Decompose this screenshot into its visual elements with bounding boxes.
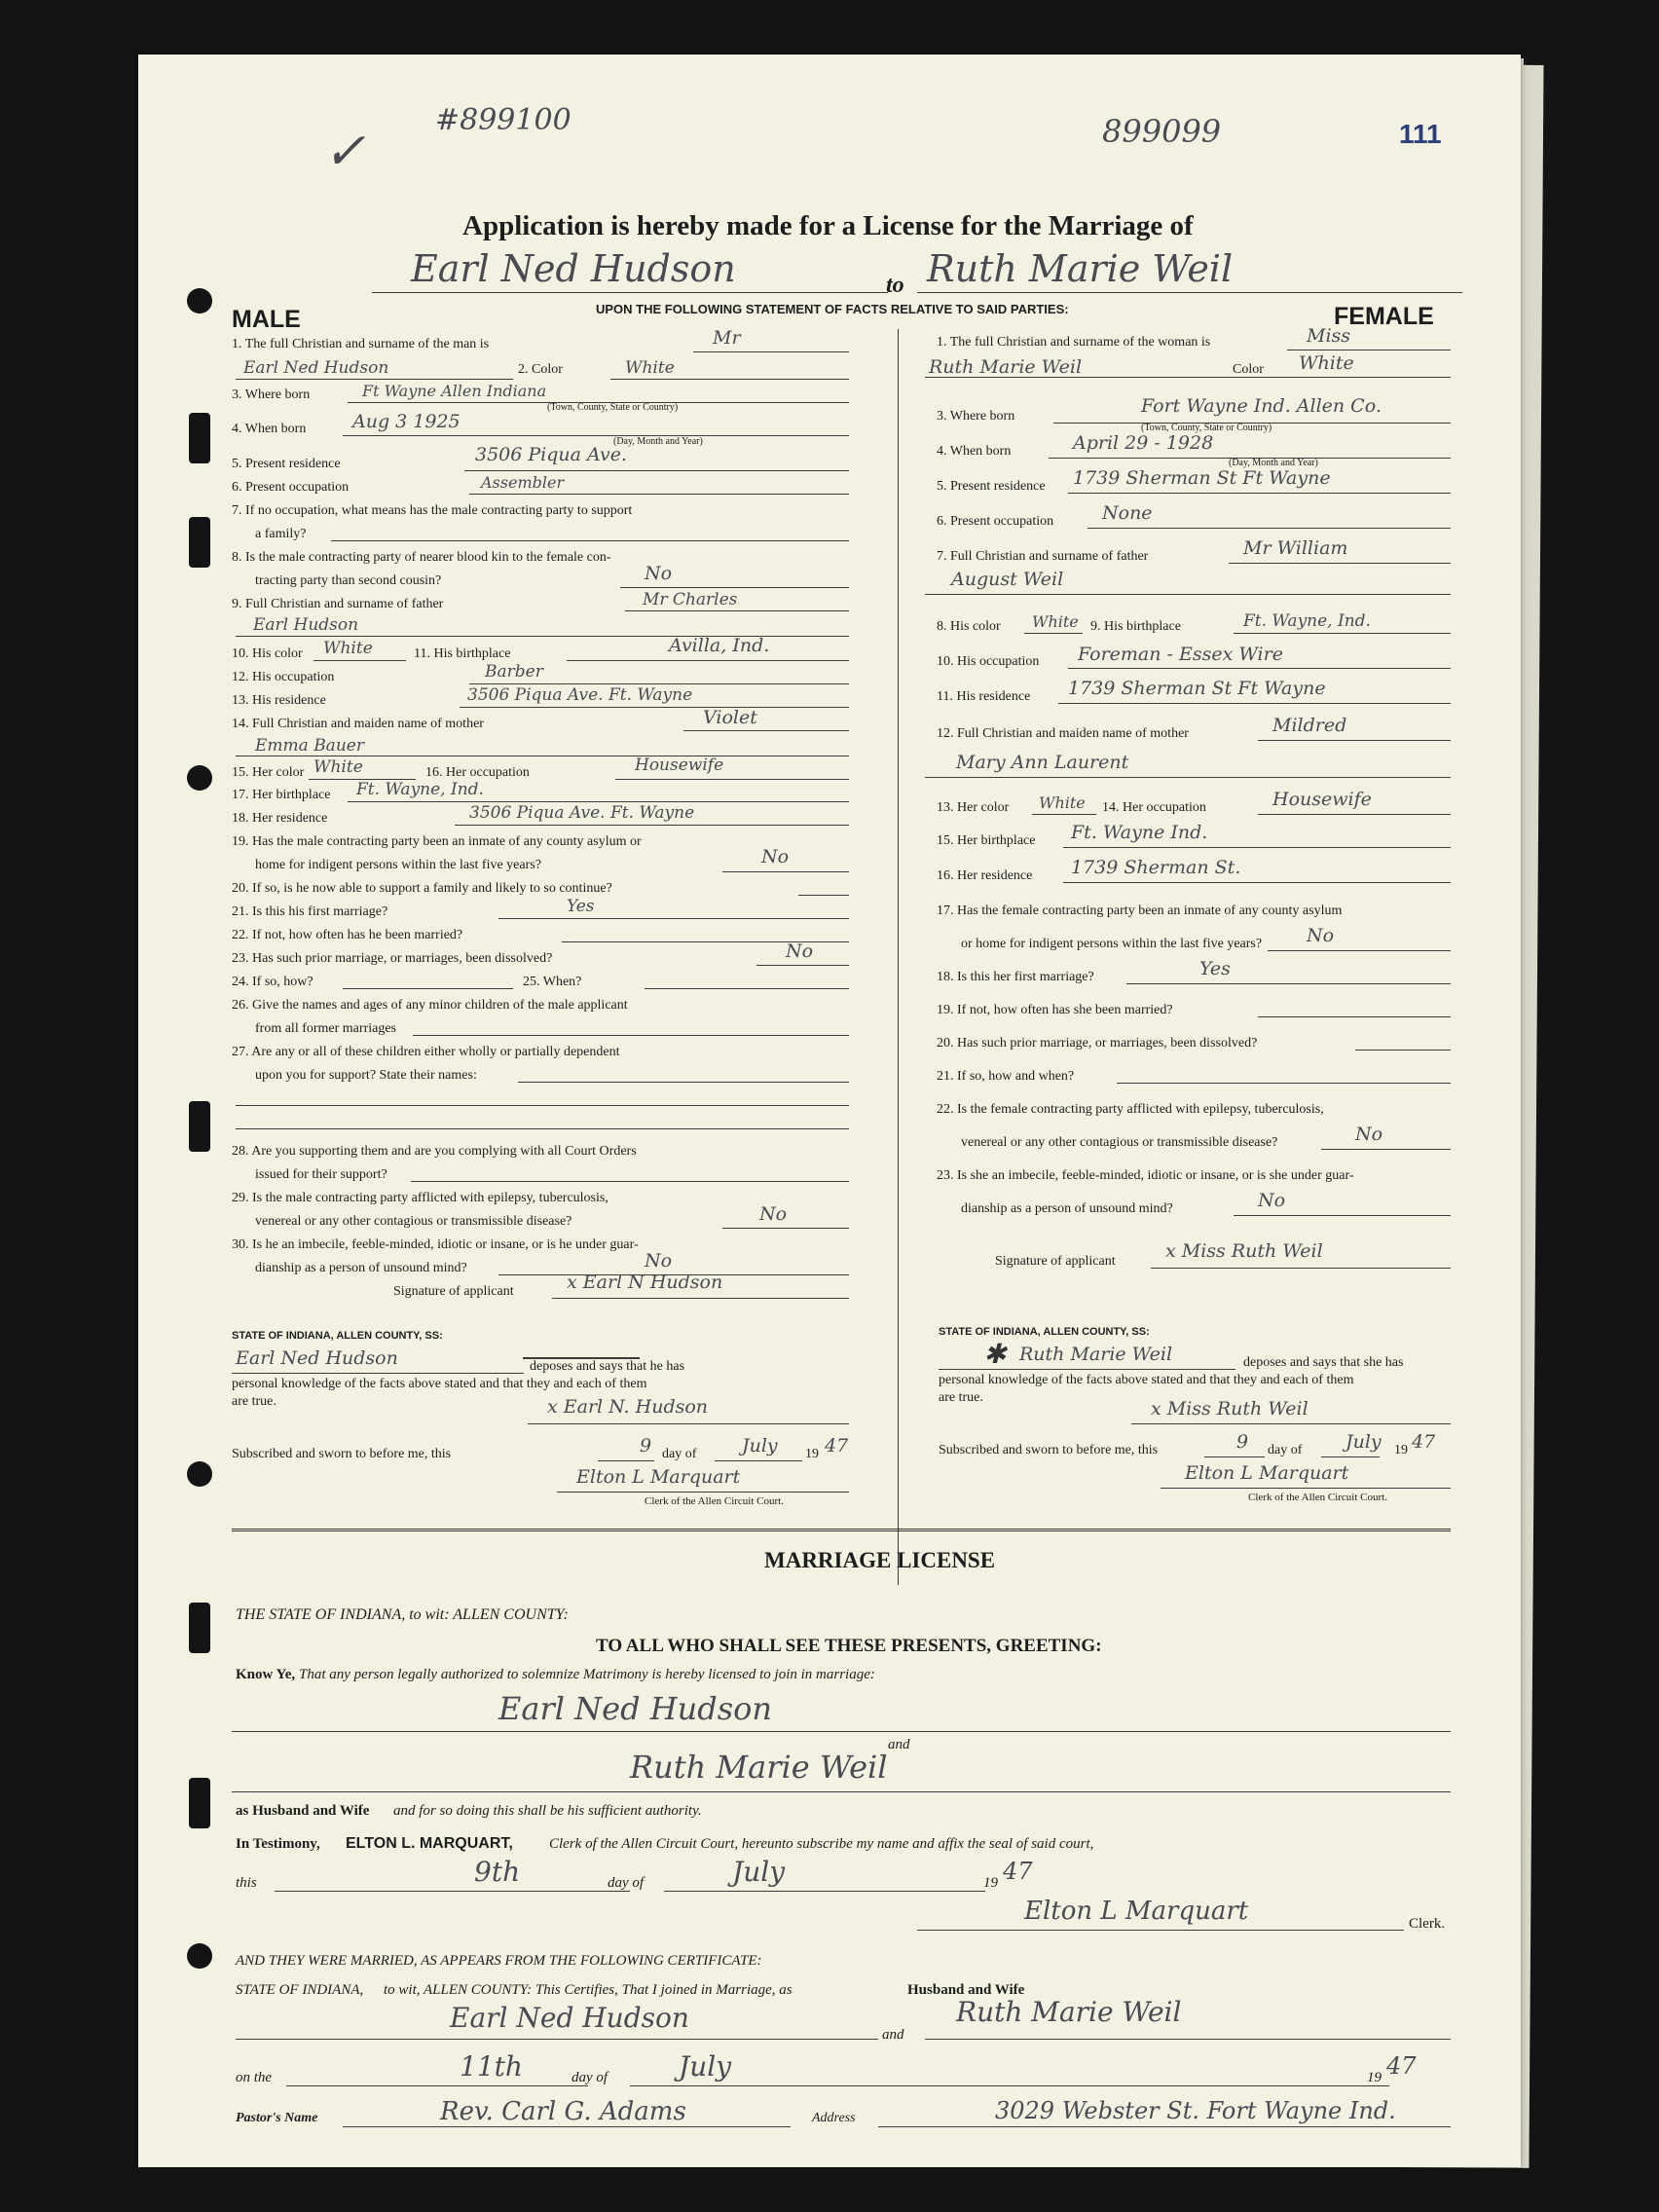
female-signature-label: Signature of applicant: [995, 1254, 1116, 1269]
record-number-right: 899099: [1102, 113, 1222, 150]
male-affidavit-text3: are true.: [232, 1394, 276, 1409]
male-q5: 5. Present residence: [232, 457, 341, 471]
bride-name-heading: Ruth Marie Weil: [927, 247, 1234, 290]
to-label: to: [886, 273, 904, 298]
male-q29: 29. Is the male contracting party afflicted with epilepsy, tuberculosis,: [232, 1191, 608, 1205]
male-a29: No: [759, 1203, 788, 1225]
male-clerk-signature: Elton L Marquart: [576, 1466, 741, 1488]
female-q12: 12. Full Christian and maiden name of mother: [937, 726, 1189, 741]
female-clerk-signature: Elton L Marquart: [1185, 1462, 1349, 1484]
male-q11: 11. His birthplace: [414, 646, 511, 661]
binder-hole: [187, 1943, 212, 1969]
binder-slot: [189, 1778, 210, 1828]
female-a23: No: [1258, 1190, 1286, 1211]
female-affidavit-signature: x Miss Ruth Weil: [1151, 1398, 1309, 1419]
male-q8: 8. Is the male contracting party of nearer blood kin to the female con-: [232, 550, 611, 565]
male-q30: 30. Is he an imbecile, feeble-minded, idiotic or insane, or is he under guar-: [232, 1237, 639, 1252]
male-a9-given: Mr Charles: [643, 590, 738, 609]
certificate-pastor-label: Pastor's Name: [236, 2111, 318, 2125]
checkmark: ✓: [323, 123, 366, 181]
male-q9: 9. Full Christian and surname of father: [232, 597, 444, 611]
female-a17: No: [1307, 925, 1335, 946]
female-q18: 18. Is this her first marriage?: [937, 970, 1094, 984]
female-q19: 19. If not, how often has she been married?: [937, 1003, 1173, 1017]
binder-slot: [189, 517, 210, 568]
female-a1-name: Ruth Marie Weil: [929, 356, 1083, 378]
male-q29-cont: venereal or any other contagious or transmissible disease?: [255, 1214, 572, 1229]
male-heading: MALE: [232, 306, 301, 333]
male-signature-label: Signature of applicant: [393, 1284, 514, 1299]
female-q14: 14. Her occupation: [1102, 800, 1206, 815]
male-a5: 3506 Piqua Ave.: [475, 444, 627, 465]
male-q16: 16. Her occupation: [425, 765, 530, 780]
female-a12-maiden: Mary Ann Laurent: [956, 752, 1129, 773]
female-a22: No: [1355, 1124, 1383, 1145]
male-a10: White: [323, 639, 373, 658]
female-affidavit-name: Ruth Marie Weil: [1019, 1344, 1173, 1365]
license-this: this: [236, 1875, 257, 1891]
male-a3: Ft Wayne Allen Indiana: [362, 382, 547, 400]
license-clerk-rest: Clerk of the Allen Circuit Court, hereunto subscribe my name and affix the seal of said court,: [549, 1836, 1094, 1852]
certificate-state: STATE OF INDIANA,: [236, 1982, 364, 1998]
male-q7-cont: a family?: [255, 527, 307, 541]
male-q24: 24. If so, how?: [232, 975, 313, 989]
license-day: 9th: [474, 1856, 521, 1888]
male-q26: 26. Give the names and ages of any minor children of the male applicant: [232, 998, 628, 1013]
female-q7: 7. Full Christian and surname of father: [937, 549, 1149, 564]
male-q22: 22. If not, how often has he been married?: [232, 928, 463, 942]
male-q12: 12. His occupation: [232, 670, 335, 684]
female-a8: White: [1032, 612, 1079, 631]
binder-hole: [187, 1461, 212, 1487]
female-q11: 11. His residence: [937, 689, 1031, 704]
male-a12: Barber: [485, 662, 543, 682]
certificate-groom: Earl Ned Hudson: [450, 2002, 689, 2034]
male-a16: Housewife: [635, 756, 724, 775]
female-a7-given: Mr William: [1243, 537, 1348, 559]
male-q18: 18. Her residence: [232, 811, 328, 826]
female-a9: Ft. Wayne, Ind.: [1243, 611, 1371, 631]
male-q28: 28. Are you supporting them and are you complying with all Court Orders: [232, 1144, 637, 1159]
female-a18: Yes: [1199, 958, 1231, 979]
license-clerk-signature: Elton L Marquart: [1024, 1897, 1249, 1926]
license-dayof: day of: [608, 1875, 645, 1891]
female-q1: 1. The full Christian and surname of the woman is: [937, 335, 1211, 350]
male-a17: Ft. Wayne, Ind.: [356, 780, 484, 799]
license-and: and: [888, 1737, 910, 1752]
male-q23: 23. Has such prior marriage, or marriages, been dissolved?: [232, 951, 553, 966]
male-sworn-month: July: [742, 1435, 778, 1456]
female-a15: Ft. Wayne Ind.: [1071, 822, 1208, 843]
male-affidavit-text1: deposes and says that he has: [530, 1359, 685, 1374]
female-q17-cont: or home for indigent persons within the last five years?: [961, 937, 1263, 951]
female-q13: 13. Her color: [937, 800, 1010, 815]
male-q6: 6. Present occupation: [232, 480, 350, 495]
male-a11: Avilla, Ind.: [669, 635, 770, 656]
male-q8-cont: tracting party than second cousin?: [255, 573, 442, 588]
license-clerk-name: ELTON L. MARQUART,: [346, 1835, 513, 1852]
male-a19: No: [761, 846, 790, 867]
female-a12-given: Mildred: [1272, 715, 1347, 736]
certificate-address: 3029 Webster St. Fort Wayne Ind.: [995, 2097, 1396, 2124]
female-q10: 10. His occupation: [937, 654, 1040, 669]
application-title: Application is hereby made for a License for the Marriage of: [462, 210, 1194, 241]
male-clerk-label: Clerk of the Allen Circuit Court.: [645, 1495, 784, 1507]
male-q26-cont: from all former marriages: [255, 1021, 396, 1036]
female-q23: 23. Is she an imbecile, feeble-minded, idiotic or insane, or is she under guar-: [937, 1168, 1354, 1183]
male-a21: Yes: [567, 897, 595, 916]
female-sub3: (Town, County, State or Country): [1141, 423, 1272, 433]
male-q27-cont: upon you for support? State their names:: [255, 1068, 477, 1083]
column-divider: [898, 329, 899, 1585]
female-affidavit-text2: personal knowledge of the facts above stated and that they and each of them: [939, 1373, 1354, 1387]
female-q6: 6. Present occupation: [937, 514, 1054, 529]
male-q14: 14. Full Christian and maiden name of mother: [232, 717, 484, 731]
license-clerk-label: Clerk.: [1409, 1916, 1446, 1932]
male-a14-given: Violet: [703, 707, 757, 728]
male-a1-name: Earl Ned Hudson: [243, 358, 389, 378]
female-q16: 16. Her residence: [937, 868, 1033, 883]
male-a1-title: Mr: [713, 327, 741, 349]
male-sworn-day: 9: [640, 1435, 652, 1456]
male-q17: 17. Her birthplace: [232, 788, 331, 802]
female-sworn-dayof: day of: [1268, 1443, 1303, 1457]
male-q15: 15. Her color: [232, 765, 305, 780]
female-q17: 17. Has the female contracting party been an inmate of any county asylum: [937, 903, 1343, 918]
male-q19: 19. Has the male contracting party been an inmate of any county asylum or: [232, 834, 642, 849]
male-q20: 20. If so, is he now able to support a family and likely to so continue?: [232, 881, 612, 896]
binder-slot: [189, 1603, 210, 1653]
male-a13: 3506 Piqua Ave. Ft. Wayne: [467, 685, 693, 705]
male-sub3: (Town, County, State or Country): [547, 402, 679, 413]
male-sworn-century: 19: [805, 1447, 819, 1461]
male-affidavit-state: STATE OF INDIANA, ALLEN COUNTY, SS:: [232, 1330, 443, 1342]
license-bride: Ruth Marie Weil: [630, 1749, 888, 1786]
male-q19-cont: home for indigent persons within the last five years?: [255, 858, 541, 872]
license-divider: [232, 1529, 1451, 1531]
license-month: July: [732, 1856, 786, 1888]
female-a5: 1739 Sherman St Ft Wayne: [1073, 467, 1331, 489]
marriage-record-page: [138, 55, 1521, 2167]
female-a13: White: [1039, 793, 1086, 812]
certificate-husband-wife: Husband and Wife: [907, 1982, 1025, 1998]
certificate-dayof: day of: [571, 2070, 608, 2085]
male-a15: White: [313, 757, 363, 777]
male-q13: 13. His residence: [232, 693, 326, 708]
male-q28-cont: issued for their support?: [255, 1167, 387, 1182]
female-signature: x Miss Ruth Weil: [1165, 1240, 1323, 1262]
male-q10: 10. His color: [232, 646, 303, 661]
female-a11: 1739 Sherman St Ft Wayne: [1068, 678, 1326, 699]
female-q22-cont: venereal or any other contagious or transmissible disease?: [961, 1135, 1278, 1150]
female-heading: FEMALE: [1334, 303, 1434, 330]
male-sworn-year: 47: [825, 1435, 849, 1456]
female-sworn-day: 9: [1236, 1431, 1249, 1453]
certificate-address-label: Address: [812, 2111, 856, 2125]
binder-hole: [187, 765, 212, 791]
male-a4: Aug 3 1925: [352, 411, 461, 432]
male-q21: 21. Is this his first marriage?: [232, 904, 388, 919]
male-sworn-dayof: day of: [662, 1447, 697, 1461]
certificate-year: 47: [1386, 2052, 1417, 2080]
license-groom: Earl Ned Hudson: [498, 1690, 773, 1727]
license-in-testimony: In Testimony,: [236, 1836, 320, 1852]
male-a6: Assembler: [481, 473, 565, 492]
female-q21: 21. If so, how and when?: [937, 1069, 1075, 1084]
female-q15: 15. Her birthplace: [937, 833, 1036, 848]
license-state-line: THE STATE OF INDIANA, to wit: ALLEN COUNTY:: [236, 1606, 569, 1623]
license-title: MARRIAGE LICENSE: [764, 1548, 996, 1572]
record-number-left: #899100: [435, 103, 571, 137]
female-color-label: Color: [1233, 362, 1264, 377]
female-q5: 5. Present residence: [937, 479, 1046, 494]
female-q20: 20. Has such prior marriage, or marriages, been dissolved?: [937, 1036, 1258, 1051]
certificate-and: and: [882, 2027, 904, 2043]
certificate-pastor: Rev. Carl G. Adams: [440, 2097, 686, 2126]
female-affidavit-text1: deposes and says that she has: [1243, 1355, 1404, 1370]
female-a10: Foreman - Essex Wire: [1078, 644, 1283, 665]
male-a2: White: [625, 358, 675, 378]
male-q2: 2. Color: [518, 362, 563, 377]
male-affidavit-name: Earl Ned Hudson: [236, 1347, 398, 1369]
male-q25: 25. When?: [523, 975, 582, 989]
license-century: 19: [983, 1875, 998, 1891]
female-a14: Housewife: [1272, 789, 1372, 810]
license-authority-rest: and for so doing this shall be his sufficient authority.: [393, 1803, 702, 1819]
certificate-bride: Ruth Marie Weil: [956, 1996, 1182, 2028]
binder-slot: [189, 1101, 210, 1152]
license-authority: That any person legally authorized to solemnize Matrimony is hereby licensed to join in marriage:: [299, 1667, 875, 1682]
male-sub4: (Day, Month and Year): [613, 436, 703, 447]
certificate-intro: AND THEY WERE MARRIED, AS APPEARS FROM THE FOLLOWING CERTIFICATE:: [236, 1953, 762, 1969]
certificate-century: 19: [1367, 2070, 1382, 2085]
male-q4: 4. When born: [232, 422, 307, 436]
female-a4: April 29 - 1928: [1073, 432, 1214, 454]
license-husband-wife: as Husband and Wife: [236, 1803, 370, 1819]
male-signature: x Earl N Hudson: [567, 1272, 723, 1293]
male-a8: No: [645, 563, 673, 584]
male-q30-cont: dianship as a person of unsound mind?: [255, 1261, 467, 1275]
male-affidavit-signature: x Earl N. Hudson: [547, 1396, 709, 1418]
female-q22: 22. Is the female contracting party afflicted with epilepsy, tuberculosis,: [937, 1102, 1324, 1117]
license-year: 47: [1003, 1858, 1033, 1885]
female-a7-surname: August Weil: [951, 569, 1064, 590]
male-a18: 3506 Piqua Ave. Ft. Wayne: [469, 803, 695, 823]
page-number: 111: [1399, 119, 1442, 149]
female-affidavit-text3: are true.: [939, 1390, 983, 1405]
female-sworn-label: Subscribed and sworn to before me, this: [939, 1443, 1159, 1457]
female-sub4: (Day, Month and Year): [1229, 458, 1318, 468]
female-color: White: [1299, 352, 1354, 374]
male-a30: No: [645, 1250, 673, 1272]
female-q23-cont: dianship as a person of unsound mind?: [961, 1201, 1173, 1216]
female-q8: 8. His color: [937, 619, 1001, 634]
male-q3: 3. Where born: [232, 387, 311, 402]
binder-slot: [189, 413, 210, 463]
male-a14-maiden: Emma Bauer: [255, 736, 364, 756]
female-q9: 9. His birthplace: [1090, 619, 1181, 634]
male-q1: 1. The full Christian and surname of the man is: [232, 337, 490, 351]
male-q7: 7. If no occupation, what means has the male contracting party to support: [232, 503, 633, 518]
license-know-ye: Know Ye,: [236, 1667, 296, 1682]
binder-hole: [187, 288, 212, 313]
female-q4: 4. When born: [937, 444, 1012, 459]
license-greeting: TO ALL WHO SHALL SEE THESE PRESENTS, GREETING:: [596, 1636, 1102, 1656]
statement-subtitle: UPON THE FOLLOWING STATEMENT OF FACTS RELATIVE TO SAID PARTIES:: [596, 302, 1069, 316]
female-sworn-century: 19: [1394, 1443, 1408, 1457]
groom-name-heading: Earl Ned Hudson: [411, 247, 736, 290]
female-a1-title: Miss: [1307, 325, 1351, 347]
female-a3: Fort Wayne Ind. Allen Co.: [1141, 395, 1382, 417]
male-affidavit-text2: personal knowledge of the facts above stated and that they and each of them: [232, 1377, 647, 1391]
certificate-on-the: on the: [236, 2070, 273, 2085]
certificate-month: July: [679, 2050, 732, 2083]
female-sworn-month: July: [1346, 1431, 1382, 1453]
certificate-certifies: to wit, ALLEN COUNTY: This Certifies, That I joined in Marriage, as: [384, 1982, 793, 1998]
female-affidavit-state: STATE OF INDIANA, ALLEN COUNTY, SS:: [939, 1326, 1150, 1338]
female-a6: None: [1102, 502, 1153, 524]
male-a9-surname: Earl Hudson: [253, 615, 359, 635]
certificate-day: 11th: [460, 2050, 523, 2083]
female-a16: 1739 Sherman St.: [1071, 857, 1241, 878]
female-q3: 3. Where born: [937, 409, 1015, 424]
female-sworn-year: 47: [1412, 1431, 1436, 1453]
male-q27: 27. Are any or all of these children either wholly or partially dependent: [232, 1045, 620, 1059]
ink-blot: ✱: [983, 1338, 1007, 1370]
female-clerk-label: Clerk of the Allen Circuit Court.: [1248, 1492, 1387, 1503]
male-a23: No: [786, 940, 814, 962]
male-sworn-label: Subscribed and sworn to before me, this: [232, 1447, 452, 1461]
